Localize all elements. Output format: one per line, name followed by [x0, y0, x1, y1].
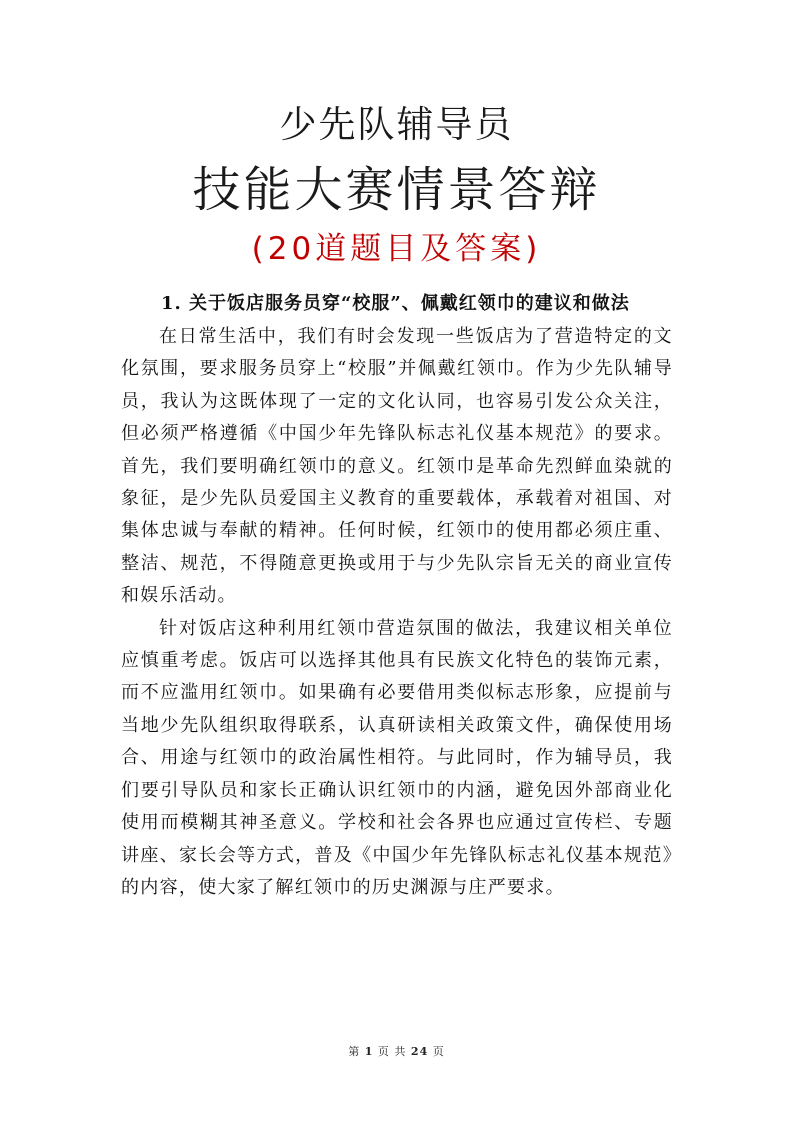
- footer-current-page: 1: [364, 1045, 374, 1058]
- title-line-2: 技能大赛情景答辩: [192, 162, 601, 218]
- section-paragraph-1: 在日常生活中，我们有时会发现一些饭店为了营造特定的文化氛围，要求服务员穿上“校服”并佩戴红领巾。作为少先队辅导员，我认为这既体现了一定的文化认同，也容易引发公众关注，但必须严格遵循《中国少年先锋队标志礼仪基本规范》的要求。首先，我们要明确红领巾的意义。红领巾是革命先烈鲜血染就的象征，是少先队员爱国主义教育的重要载体，承载着对祖国、对集体忠诚与奉献的精神。任何时候，红领巾的使用都必须庄重、整洁、规范，不得随意更换或用于与少先队宗旨无关的商业宣传和娱乐活动。: [121, 326, 673, 607]
- footer-middle: 页 共: [377, 1045, 407, 1058]
- footer-prefix: 第: [348, 1045, 361, 1058]
- footer-total-pages: 24: [410, 1045, 429, 1058]
- question-section-1: [121, 287, 673, 904]
- section-heading: 1. 关于饭店服务员穿“校服”、佩戴红领巾的建议和做法: [161, 293, 630, 314]
- footer-suffix: 页: [432, 1045, 445, 1058]
- page-footer: [0, 1043, 793, 1059]
- title-line-1: 少先队辅导员: [279, 103, 514, 146]
- section-paragraph-2: 针对饭店这种利用红领巾营造氛围的做法，我建议相关单位应慎重考虑。饭店可以选择其他具有民族文化特色的装饰元素，而不应滥用红领巾。如果确有必要借用类似标志形象，应提前与当地少先队组织取得联系，认真研读相关政策文件，确保使用场合、用途与红领巾的政治属性相符。与此同时，作为辅导员，我们要引导队员和家长正确认识红领巾的内涵，避免因外部商业化使用而模糊其神圣意义。学校和社会各界也应通过宣传栏、专题讲座、家长会等方式，普及《中国少年先锋队标志礼仪基本规范》的内容，使大家了解红领巾的历史渊源与庄严要求。: [121, 617, 673, 898]
- title-subtitle: (20道题目及答案): [251, 231, 542, 267]
